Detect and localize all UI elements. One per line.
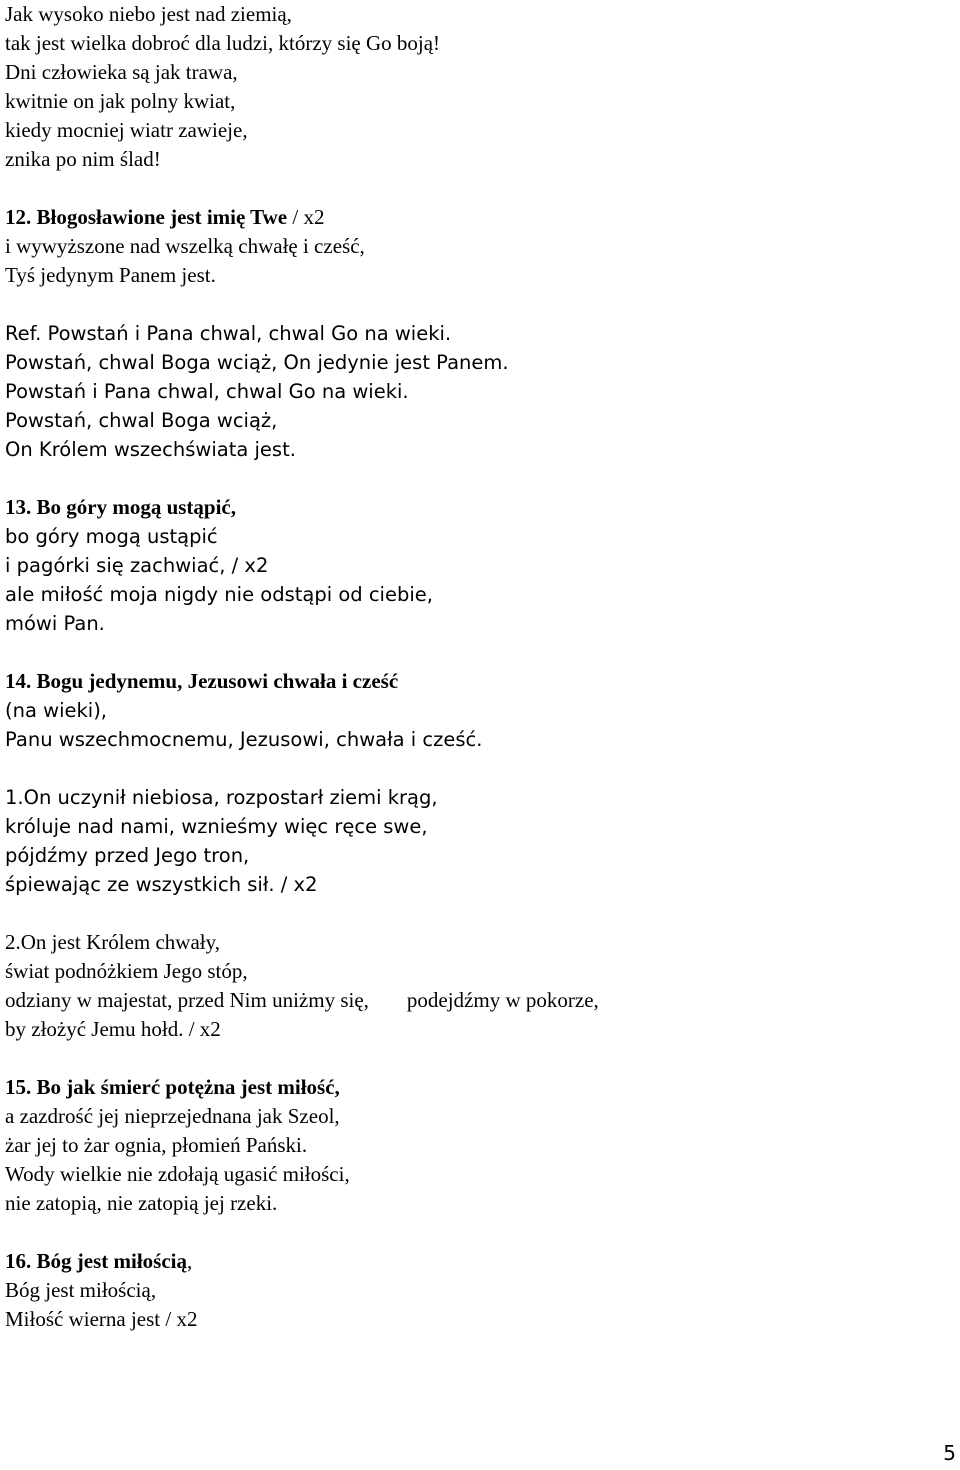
intro-line: tak jest wielka dobroć dla ludzi, którzy się Go boją! [5, 31, 441, 55]
stanza-16-line: Miłość wierna jest / x2 [5, 1307, 198, 1331]
stanza-13-line: mówi Pan. [5, 612, 105, 635]
stanza-14-heading: 14. Bogu jedynemu, Jezusowi chwała i cześć [5, 669, 399, 693]
verse-1-line: króluje nad nami, wznieśmy więc ręce swe, [5, 815, 428, 838]
refrain-line: Powstań, chwal Boga wciąż, [5, 409, 278, 432]
intro-line: kwitnie on jak polny kwiat, [5, 89, 236, 113]
intro-line: znika po nim ślad! [5, 147, 161, 171]
refrain-line: Powstań, chwal Boga wciąż, On jedynie jest Panem. [5, 351, 509, 374]
verse-1-line: pójdźmy przed Jego tron, [5, 844, 250, 867]
verse-1 [5, 783, 955, 899]
stanza-15-line: a zazdrość jej nieprzejednana jak Szeol, [5, 1104, 340, 1128]
verse-2-line-part-b: podejdźmy w pokorze, [406, 988, 599, 1012]
stanza-14-line: (na wieki), [5, 699, 107, 722]
refrain-line: On Królem wszechświata jest. [5, 438, 296, 461]
verse-2-line-part-a: odziany w majestat, przed Nim uniżmy się, [5, 988, 369, 1012]
refrain-line: Ref. Powstań i Pana chwal, chwal Go na wieki. [5, 322, 452, 345]
stanza-12-line: Tyś jedynym Panem jest. [5, 263, 216, 287]
stanza-15-line: nie zatopią, nie zatopią jej rzeki. [5, 1191, 278, 1215]
stanza-12-line: i wywyższone nad wszelką chwałę i cześć, [5, 234, 365, 258]
intro-line: kiedy mocniej wiatr zawieje, [5, 118, 248, 142]
verse-1-line: śpiewając ze wszystkich sił. / x2 [5, 873, 318, 896]
stanza-14-line: Panu wszechmocnemu, Jezusowi, chwała i cześć. [5, 728, 483, 751]
stanza-13-line: bo góry mogą ustąpić [5, 525, 218, 548]
stanza-13 [5, 493, 955, 638]
document-page [5, 0, 955, 1334]
intro-stanza [5, 0, 955, 174]
verse-2-line: 2.On jest Królem chwały, [5, 930, 221, 954]
stanza-14 [5, 667, 955, 754]
stanza-12 [5, 203, 955, 290]
verse-2 [5, 928, 955, 1044]
intro-line: Jak wysoko niebo jest nad ziemią, [5, 2, 292, 26]
stanza-16-title-comma: , [186, 1249, 193, 1273]
stanza-13-line: i pagórki się zachwiać, / x2 [5, 554, 269, 577]
stanza-15-heading: 15. Bo jak śmierć potężna jest miłość, [5, 1075, 340, 1099]
stanza-15-line: żar jej to żar ognia, płomień Pański. [5, 1133, 308, 1157]
intro-line: Dni człowieka są jak trawa, [5, 60, 238, 84]
page-number: 5 [943, 1441, 956, 1465]
stanza-15-line: Wody wielkie nie zdołają ugasić miłości, [5, 1162, 350, 1186]
verse-2-line: by złożyć Jemu hołd. / x2 [5, 1017, 221, 1041]
verse-1-line: 1.On uczynił niebiosa, rozpostarł ziemi krąg, [5, 786, 438, 809]
stanza-12-title: 12. Błogosławione jest imię Twe [5, 205, 288, 229]
stanza-13-heading: 13. Bo góry mogą ustąpić, [5, 495, 236, 519]
stanza-13-line: ale miłość moja nigdy nie odstąpi od ciebie, [5, 583, 433, 606]
stanza-16 [5, 1247, 955, 1334]
stanza-16-title: 16. Bóg jest miłością [5, 1249, 187, 1273]
stanza-16-heading [5, 1247, 955, 1276]
refrain-line: Powstań i Pana chwal, chwal Go na wieki. [5, 380, 409, 403]
stanza-15 [5, 1073, 955, 1218]
verse-2-line: świat podnóżkiem Jego stóp, [5, 959, 248, 983]
stanza-12-repeat: / x2 [287, 205, 325, 229]
stanza-16-line: Bóg jest miłością, [5, 1278, 157, 1302]
stanza-12-heading [5, 203, 955, 232]
verse-2-line-split [5, 986, 955, 1015]
refrain [5, 319, 955, 464]
